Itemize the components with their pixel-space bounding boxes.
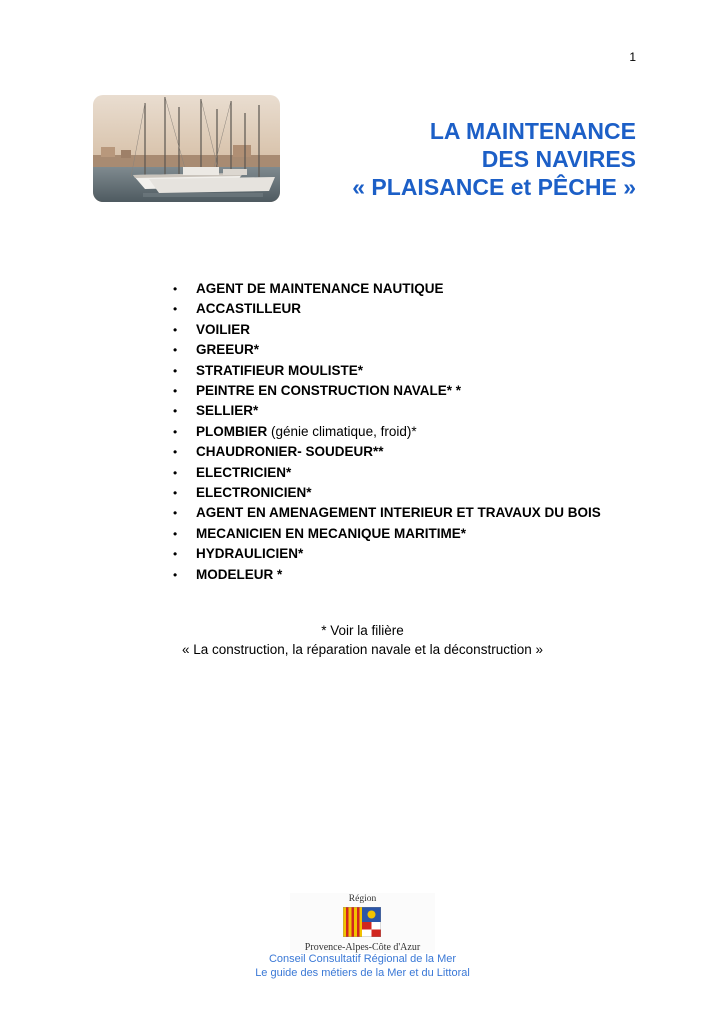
logo-region-label: Région (348, 894, 377, 904)
job-name: AGENT EN AMENAGEMENT INTERIEUR ET TRAVAUX DU BOIS (196, 505, 601, 521)
list-item (172, 340, 601, 360)
filiere-note (0, 621, 725, 659)
list-item (172, 524, 601, 544)
list-item (172, 279, 601, 299)
harbor-sailboats-photo (93, 95, 280, 202)
list-item (172, 299, 601, 319)
job-detail: (génie climatique, froid)* (267, 423, 417, 439)
list-item (172, 463, 601, 483)
job-name: MODELEUR * (196, 566, 283, 582)
title-line-2: DES NAVIRES (481, 146, 636, 172)
job-name: PEINTRE EN CONSTRUCTION NAVALE* * (196, 383, 462, 399)
bullet-icon: • (173, 424, 178, 439)
list-item (172, 361, 601, 381)
bullet-icon: • (173, 282, 178, 296)
job-name: STRATIFIEUR MOULISTE* (196, 362, 363, 378)
list-item (172, 503, 601, 523)
job-name: ELECTRONICIEN* (196, 485, 312, 501)
title-line-1: LA MAINTENANCE (429, 118, 636, 144)
job-name: GREEUR* (196, 342, 260, 358)
bullet-icon: • (173, 302, 178, 317)
page-footer (0, 953, 725, 980)
footer-line-2: Le guide des métiers de la Mer et du Littoral (255, 966, 470, 979)
note-line-1: * Voir la filière (321, 623, 404, 638)
page-title (352, 117, 636, 201)
region-coat-of-arms-icon (343, 907, 381, 937)
page-number: 1 (629, 50, 636, 64)
bullet-icon: • (173, 465, 178, 480)
job-name: ACCASTILLEUR (196, 301, 301, 317)
bullet-icon: • (173, 322, 178, 337)
bullet-icon: • (173, 363, 178, 378)
job-list (172, 279, 601, 585)
region-logo (290, 893, 435, 953)
list-item (172, 320, 601, 340)
list-item (172, 381, 601, 401)
job-name: ELECTRICIEN* (196, 464, 292, 480)
bullet-icon: • (173, 384, 178, 399)
title-line-3: « PLAISANCE et PÊCHE » (352, 174, 636, 200)
list-item (172, 442, 601, 462)
bullet-icon: • (173, 486, 178, 501)
bullet-icon: • (173, 526, 178, 541)
bullet-icon: • (173, 404, 178, 419)
job-name: VOILIER (196, 321, 251, 337)
bullet-icon: • (173, 445, 178, 460)
bullet-icon: • (173, 506, 178, 521)
job-name: MECANICIEN EN MECANIQUE MARITIME* (196, 525, 467, 541)
job-name: HYDRAULICIEN* (196, 546, 304, 562)
job-name: CHAUDRONIER- SOUDEUR** (196, 444, 384, 460)
bullet-icon: • (173, 567, 178, 582)
job-name: SELLIER* (196, 403, 259, 419)
bullet-icon: • (173, 343, 178, 358)
list-item (172, 544, 601, 564)
footer-line-1: Conseil Consultatif Régional de la Mer (268, 953, 457, 965)
job-name: PLOMBIER (196, 423, 268, 439)
job-name: AGENT DE MAINTENANCE NAUTIQUE (196, 281, 444, 296)
note-line-2: « La construction, la réparation navale et la déconstruction » (182, 642, 543, 657)
bullet-icon: • (173, 547, 178, 562)
list-item (172, 422, 601, 442)
list-item (172, 401, 601, 421)
list-item (172, 483, 601, 503)
logo-region-name: Provence-Alpes-Côte d'Azur (304, 942, 421, 953)
list-item (172, 565, 601, 585)
